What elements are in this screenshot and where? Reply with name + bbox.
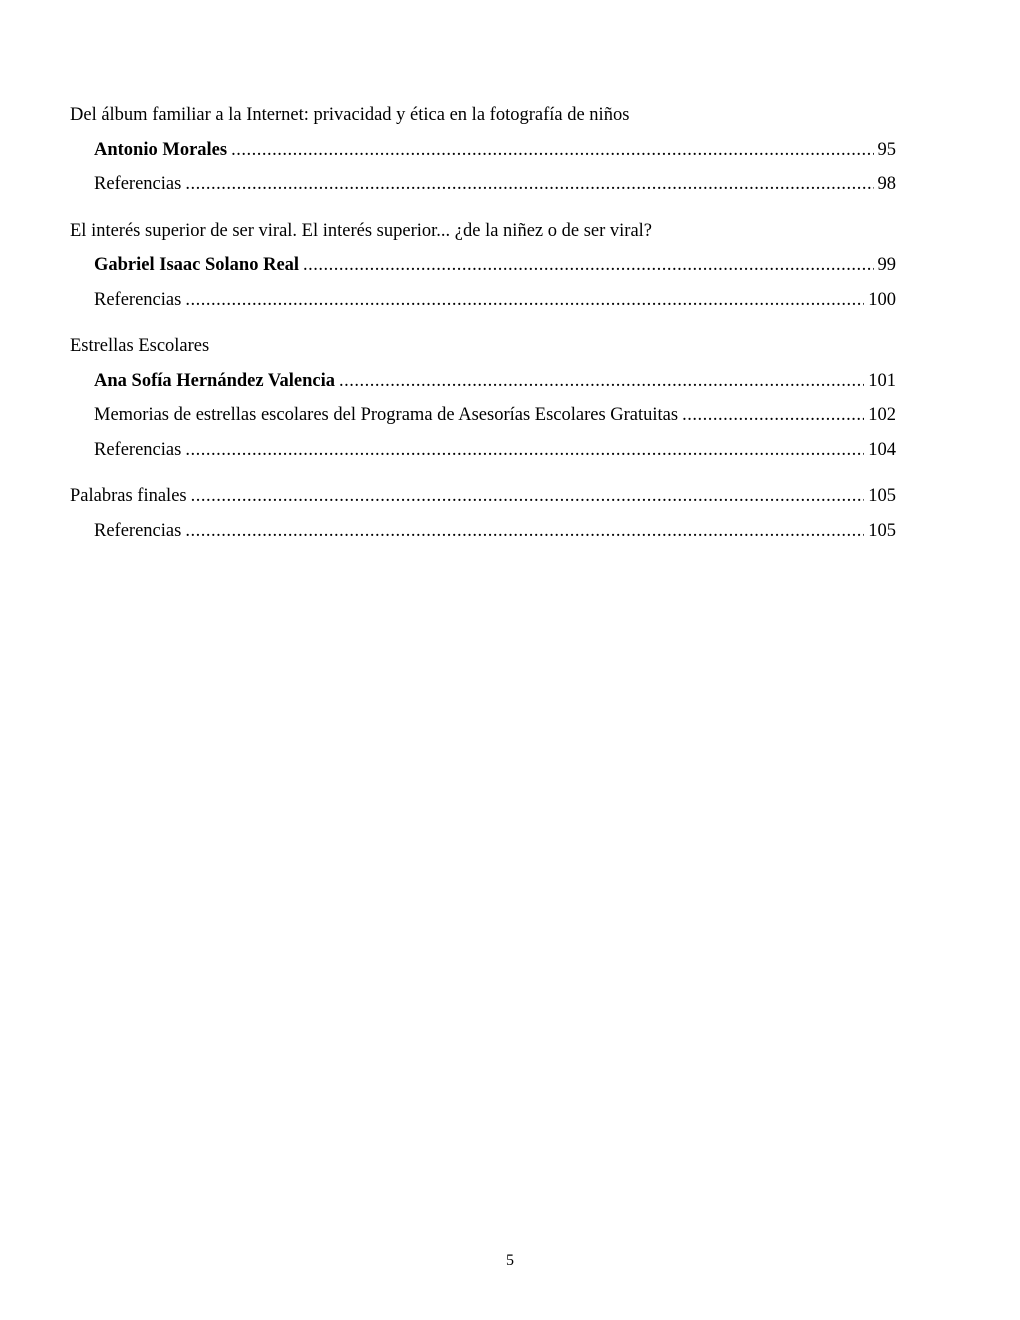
table-of-contents bbox=[70, 98, 896, 560]
toc-entry-page: 102 bbox=[868, 405, 896, 425]
toc-entry-references[interactable] bbox=[70, 167, 896, 202]
toc-entry-references[interactable] bbox=[70, 283, 896, 318]
toc-entry-page: 99 bbox=[877, 255, 896, 275]
toc-section-heading: Estrellas Escolares bbox=[70, 336, 210, 356]
dot-leader bbox=[185, 167, 873, 202]
toc-entry-author[interactable] bbox=[70, 248, 896, 283]
toc-entry-title: Referencias bbox=[94, 439, 182, 460]
toc-entry-page: 95 bbox=[877, 139, 896, 160]
toc-section-palabras-finales bbox=[70, 479, 896, 548]
dot-leader bbox=[303, 248, 873, 283]
dot-leader bbox=[339, 364, 864, 399]
dot-leader bbox=[682, 398, 864, 433]
dot-leader bbox=[185, 283, 864, 318]
toc-entry-page: 105 bbox=[868, 520, 896, 541]
toc-entry-title: Referencias bbox=[94, 289, 182, 310]
toc-entry-author[interactable] bbox=[70, 364, 896, 399]
dot-leader bbox=[185, 514, 864, 549]
dot-leader bbox=[191, 479, 865, 514]
toc-entry-title: Referencias bbox=[94, 520, 182, 541]
toc-entry-title: Gabriel Isaac Solano Real bbox=[94, 255, 300, 275]
toc-entry-page: 101 bbox=[868, 370, 896, 391]
toc-entry-memorias[interactable] bbox=[70, 398, 896, 433]
toc-entry-title: Antonio Morales bbox=[94, 139, 228, 160]
dot-leader bbox=[231, 133, 873, 168]
toc-entry-author[interactable] bbox=[70, 133, 896, 168]
toc-entry-title: Referencias bbox=[94, 174, 182, 194]
page-number: 5 bbox=[506, 1252, 514, 1269]
toc-section-interes-superior bbox=[70, 214, 896, 318]
toc-entry-palabras-finales[interactable] bbox=[70, 479, 896, 514]
toc-section-heading: El interés superior de ser viral. El interés superior... ¿de la niñez o de ser viral? bbox=[70, 220, 653, 241]
toc-entry-title: Ana Sofía Hernández Valencia bbox=[94, 370, 336, 391]
toc-entry-page: 105 bbox=[868, 486, 896, 506]
toc-entry-page: 100 bbox=[868, 289, 896, 310]
toc-entry-title: Memorias de estrellas escolares del Programa de Asesorías Escolares Gratuitas bbox=[94, 405, 679, 425]
toc-section-heading: Del álbum familiar a la Internet: privacidad y ética en la fotografía de niños bbox=[70, 105, 630, 125]
toc-section-estrellas-escolares bbox=[70, 329, 896, 467]
toc-entry-title: Palabras finales bbox=[70, 486, 187, 506]
toc-entry-page: 104 bbox=[868, 439, 896, 460]
toc-entry-references[interactable] bbox=[70, 433, 896, 468]
toc-entry-references[interactable] bbox=[70, 514, 896, 549]
toc-section-album-familiar bbox=[70, 98, 896, 202]
dot-leader bbox=[185, 433, 864, 468]
toc-entry-page: 98 bbox=[877, 174, 896, 194]
